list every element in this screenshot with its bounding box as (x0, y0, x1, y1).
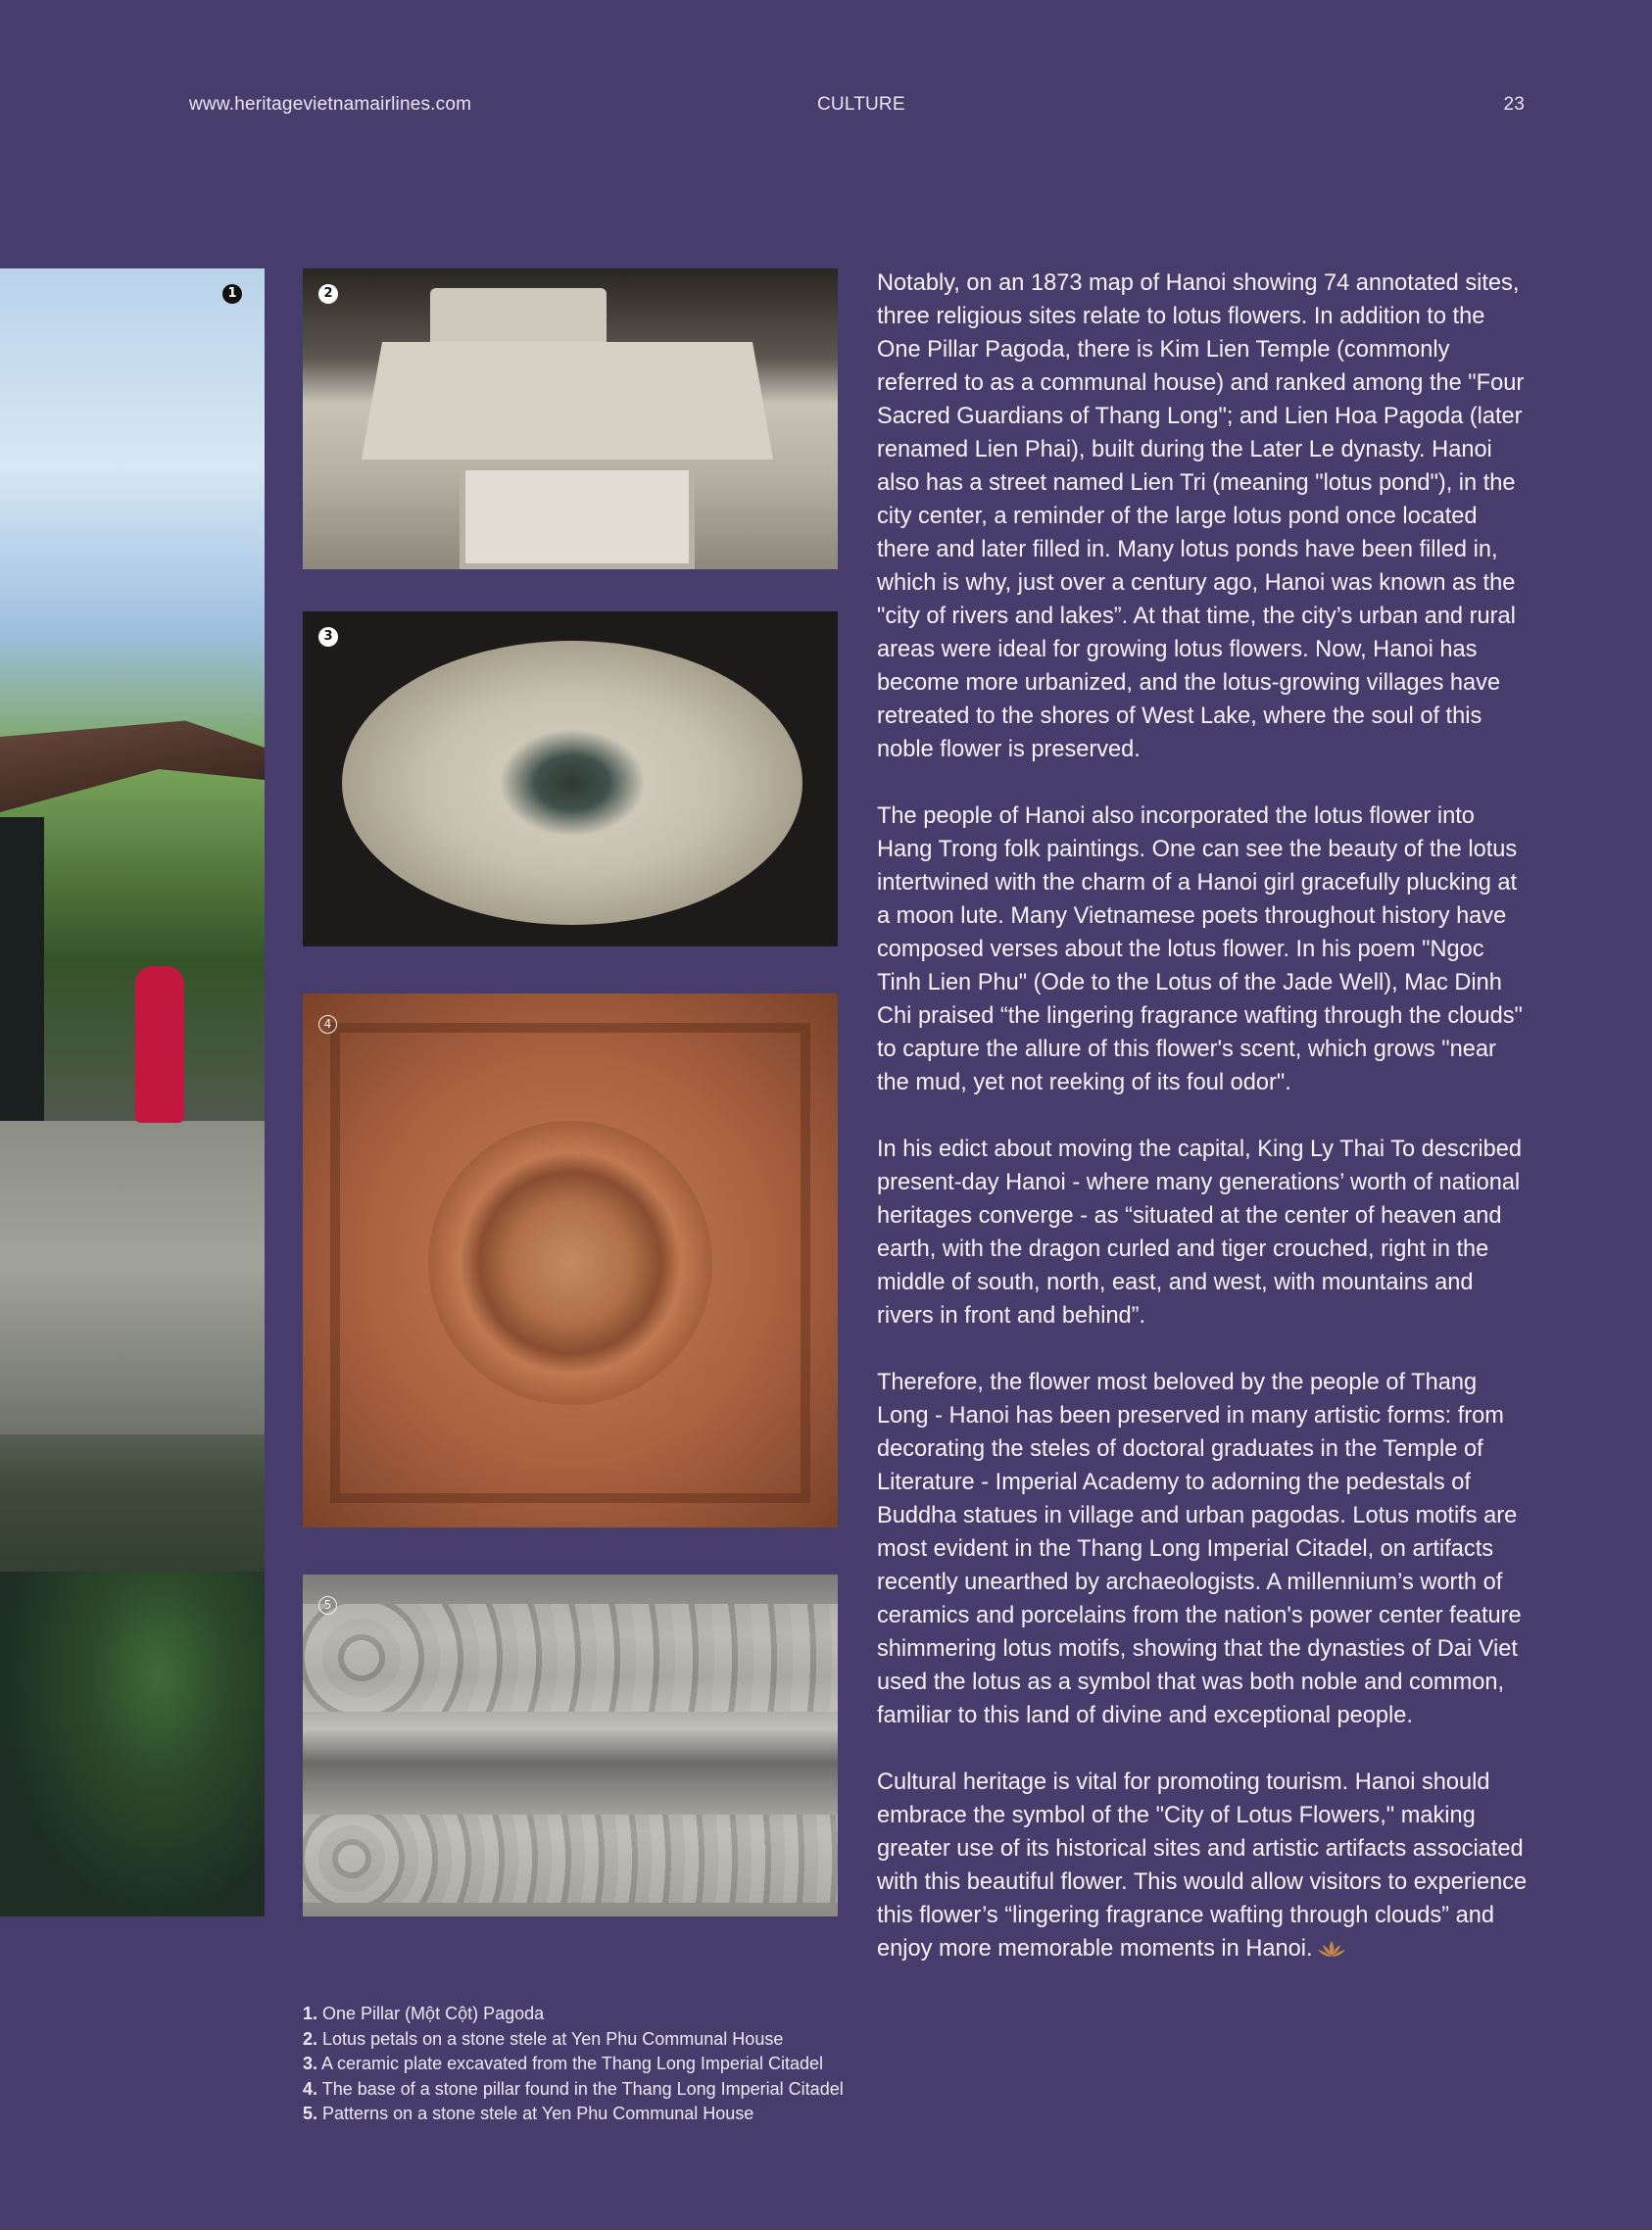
article-paragraph: The people of Hanoi also incorporated the lotus flower into Hang Trong folk paintings. One can see the beauty of the lotus intertwined with the charm of a Hanoi girl gracefully plucking at a moon lute. Many Vietnamese poets throughout history have composed verses about the lotus flower. In his poem "Ngoc Tinh Lien Phu" (Ode to the Lotus of the Jade Well), Mac Dinh Chi praised “the lingering fragrance wafting through the clouds" to capture the allure of this flower's scent, which grows "near the mud, yet not reeking of its foul odor". (877, 803, 1523, 1095)
caption-item: 3. A ceramic plate excavated from the Thang Long Imperial Citadel (303, 2054, 823, 2073)
photo-number-badge: 3 (318, 627, 338, 647)
photo-stele-pattern (303, 1575, 838, 1916)
article-paragraph-last (877, 1766, 1529, 1965)
pagoda-roof (0, 704, 265, 812)
carved-band-bottom (303, 1815, 838, 1903)
photo-ceramic-plate (303, 611, 838, 946)
carved-band-top (303, 1604, 838, 1712)
photo-number-badge: 1 (222, 284, 242, 304)
article-paragraph: Cultural heritage is vital for promoting tourism. Hanoi should embrace the symbol of the "City of Lotus Flowers," making greater use of its historical sites and artistic artifacts associated with this beautiful flower. This would allow visitors to experience this flower’s “lingering fragrance wafting through clouds” and enjoy more memorable moments in Hanoi. (877, 1769, 1528, 1962)
caption-item: 1. One Pillar (Một Cột) Pagoda (303, 2004, 545, 2023)
article-paragraph: In his edict about moving the capital, King Ly Thai To described present-day Hanoi - where many generations’ worth of national heritages converge - as “situated at the center of heaven and earth, with the dragon curled and tiger crouched, right in the middle of south, north, east, and west, with mountains and rivers in front and behind”. (877, 1137, 1522, 1329)
photo-number-badge: 5 (318, 1596, 337, 1615)
lotus-pond (0, 1572, 265, 1916)
photo-number-badge: 2 (318, 284, 338, 304)
visitor-figure (135, 966, 184, 1123)
caption-item: 4. The base of a stone pillar found in the Thang Long Imperial Citadel (303, 2078, 844, 2099)
header-site-url: www.heritagevietnamairlines.com (189, 94, 472, 115)
stone-wall (0, 1121, 265, 1434)
stele-carving (362, 342, 773, 460)
article-paragraph: Notably, on an 1873 map of Hanoi showing 74 annotated sites, three religious sites relate to lotus flowers. In addition to the One Pillar Pagoda, there is Kim Lien Temple (commonly referred to as a communal house) and ranked among the "Four Sacred Guardians of Thang Long"; and Lien Hoa Pagoda (later renamed Lien Phai), built during the Later Le dynasty. Hanoi also has a street named Lien Tri (meaning "lotus pond"), in the city center, a reminder of the large lotus pond once located there and later filled in. Many lotus ponds have been filled in, which is why, just over a century ago, Hanoi was known as the "city of rivers and lakes”. At that time, the city’s urban and rural areas were ideal for growing lotus flowers. Now, Hanoi has become more urbanized, and the lotus-growing villages have retreated to the shores of West Lake, where the soul of this noble flower is preserved. (877, 270, 1525, 762)
page-number: 23 (1503, 94, 1525, 115)
lotus-icon (1317, 1940, 1346, 1958)
caption-item: 5. Patterns on a stone stele at Yen Phu Communal House (303, 2104, 754, 2123)
stele-cap (430, 288, 607, 347)
article-body (877, 267, 1529, 1965)
photo-stone-stele (303, 268, 838, 569)
tile-lotus-flower (428, 1121, 712, 1405)
header-section: CULTURE (817, 94, 905, 115)
stele-base (460, 464, 695, 569)
plate-lotus-motif (499, 729, 646, 837)
photo-captions (303, 2002, 844, 2127)
caption-item: 2. Lotus petals on a stone stele at Yen Phu Communal House (303, 2028, 784, 2049)
photo-number-badge: 4 (318, 1015, 337, 1034)
article-paragraph: Therefore, the flower most beloved by the people of Thang Long - Hanoi has been preserved in many artistic forms: from decorating the steles of doctoral graduates in the Temple of Literature - Imperial Academy to adorning the pedestals of Buddha statues in village and urban pagodas. Lotus motifs are most evident in the Thang Long Imperial Citadel, on artifacts recently unearthed by archaeologists. A millennium’s worth of ceramics and porcelains from the nation's power center feature shimmering lotus motifs, showing that the dynasties of Dai Viet used the lotus as a symbol that was both noble and common, familiar to this land of divine and exceptional people. (877, 1370, 1522, 1728)
photo-one-pillar-pagoda (0, 268, 265, 1916)
photo-stone-pillar-base (303, 994, 838, 1527)
